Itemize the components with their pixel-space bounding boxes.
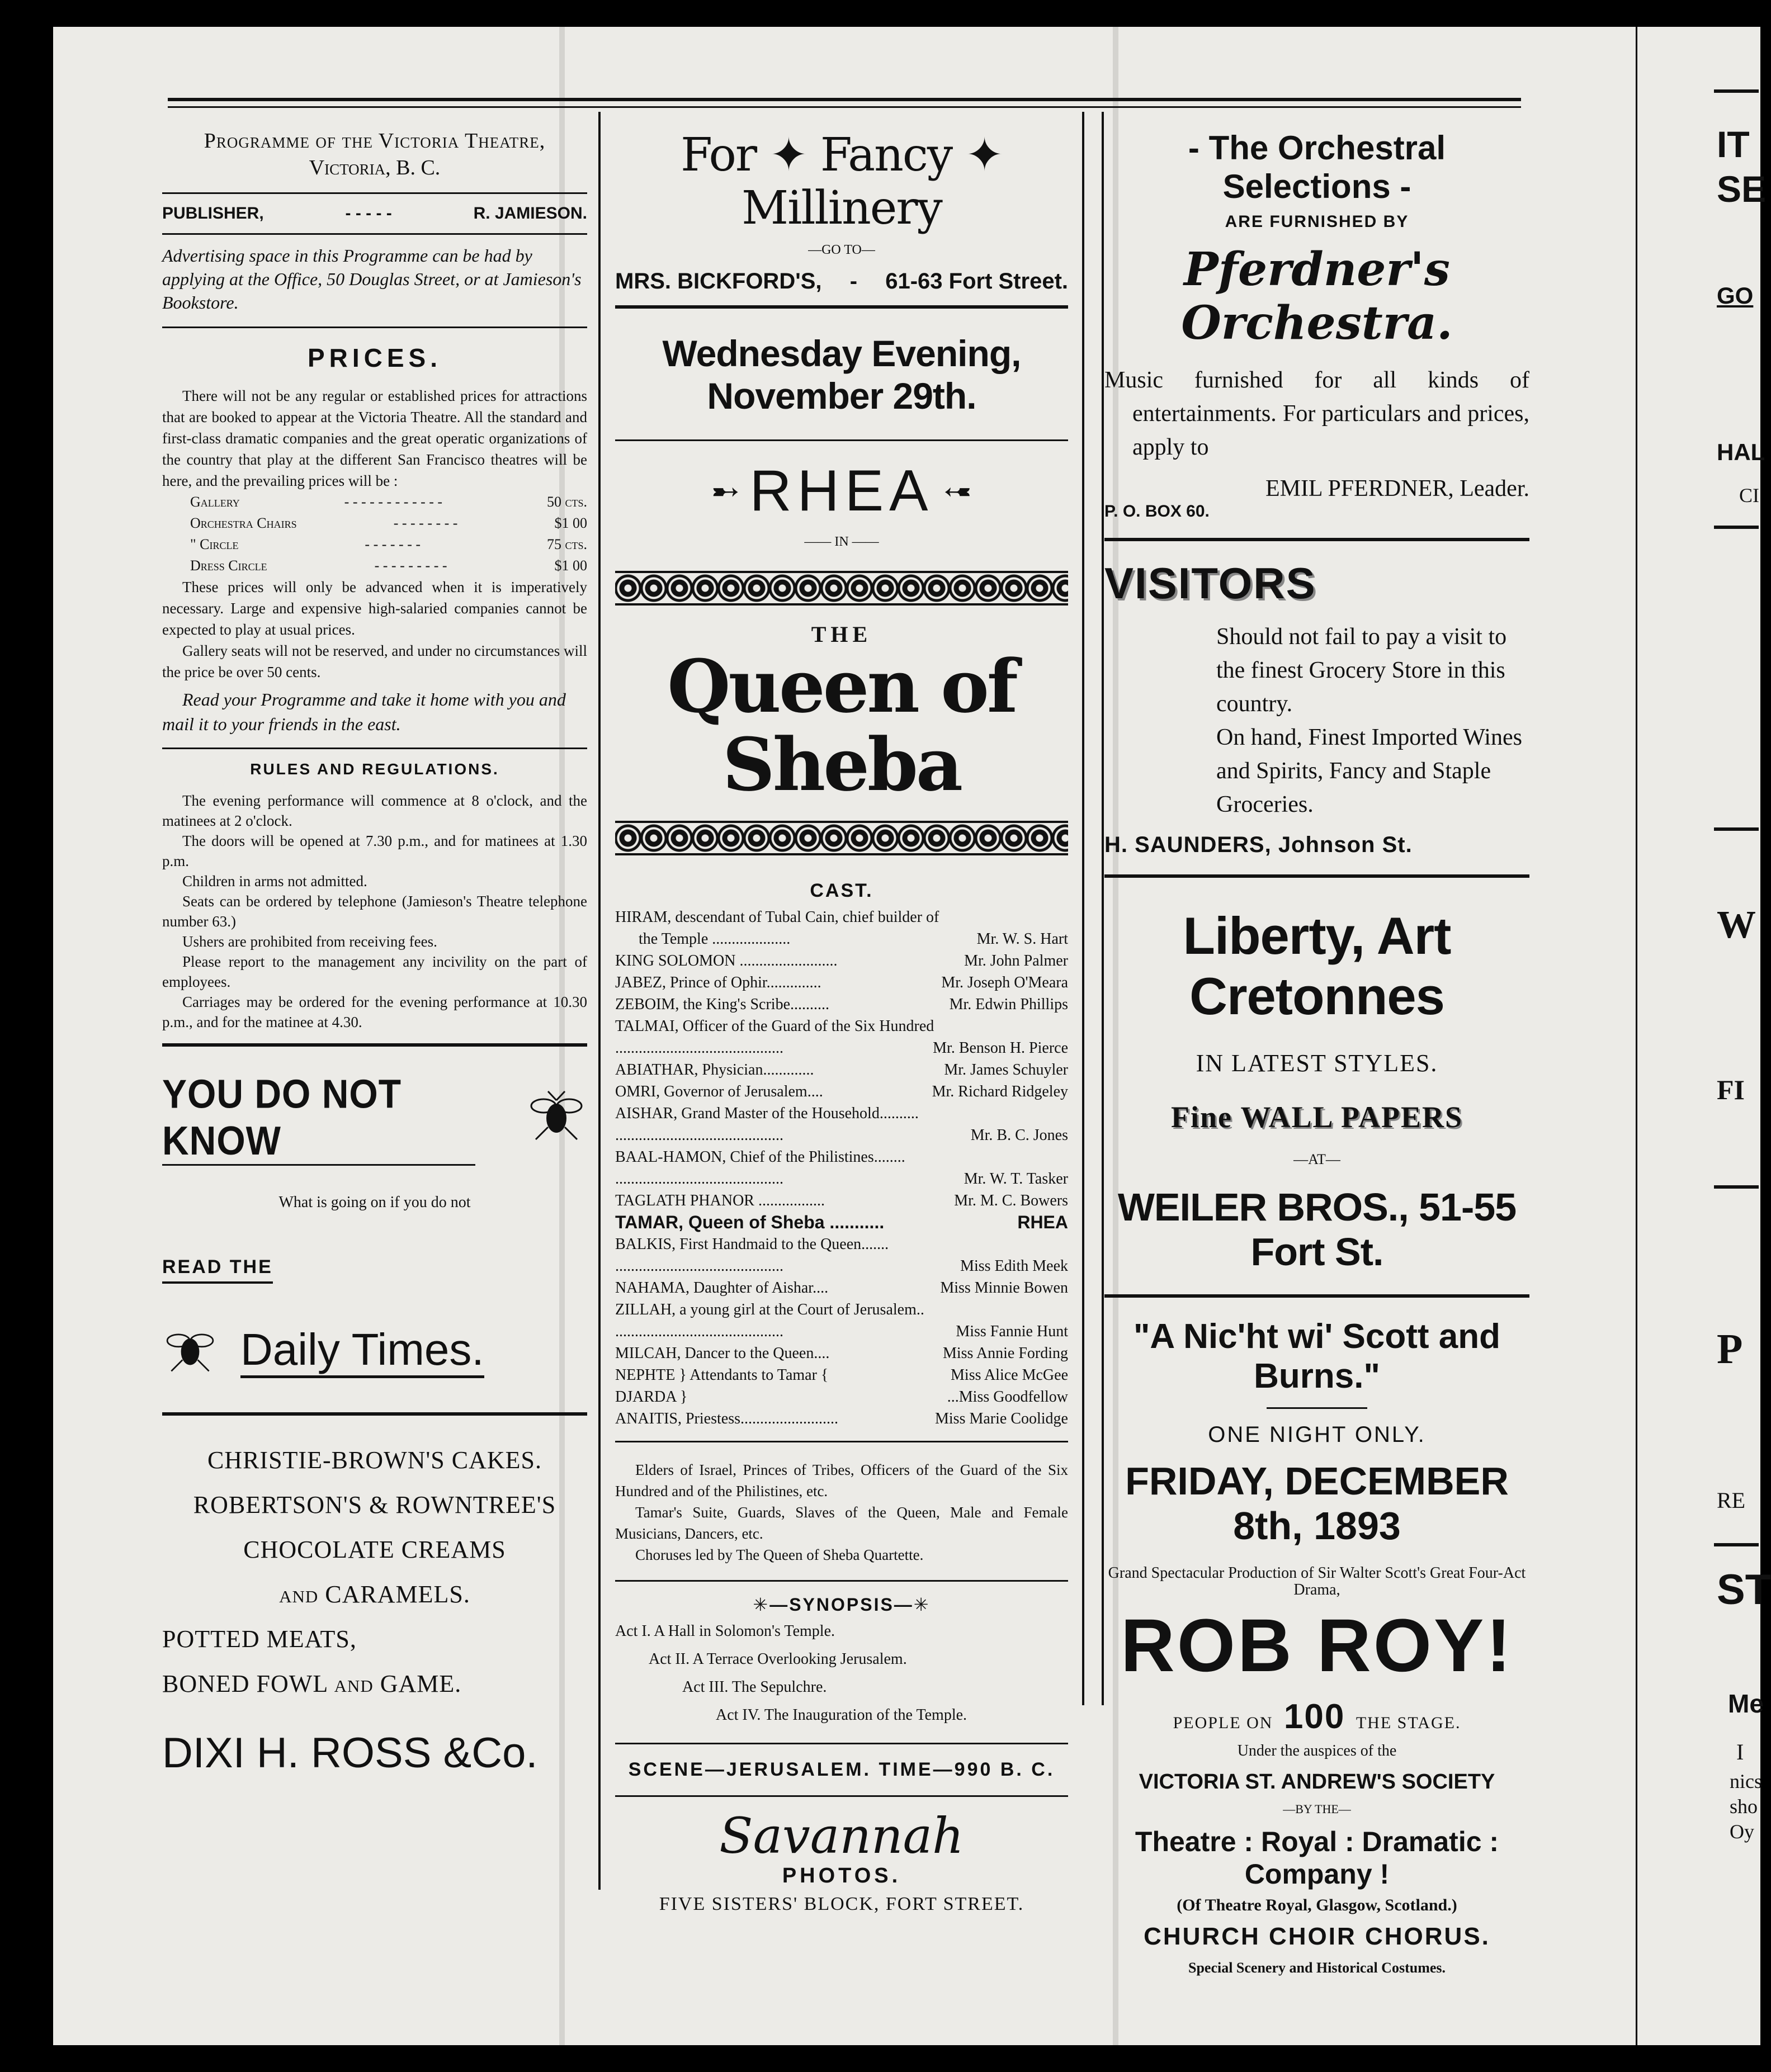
bickford-dash: - xyxy=(849,269,858,294)
on-hand: On hand, Finest Imported Wines and Spirits, Fancy and Staple Groceries. xyxy=(1216,725,1522,817)
rule xyxy=(615,305,1068,309)
rule xyxy=(615,439,1068,441)
dixi-ross: DIXI H. ROSS &Co. xyxy=(162,1729,538,1777)
rule xyxy=(615,1441,1068,1442)
rule xyxy=(162,233,587,235)
by-the: —BY THE— xyxy=(1283,1802,1351,1816)
cast-row: AISHAR, Grand Master of the Household.......... xyxy=(615,1105,919,1122)
read-programme: Read your Programme and take it home with you and mail it to your friends in the east. xyxy=(162,689,566,734)
liberty-headline: Liberty, Art Cretonnes xyxy=(1183,906,1451,1025)
prices-note: These prices will only be advanced when it is imperatively necessary. Large and expensive high-salaried companies cannot be expected to play at usual prices. xyxy=(162,579,587,638)
caramels: and CARAMELS. xyxy=(279,1581,470,1608)
fragment: FI xyxy=(1717,1074,1745,1105)
price-row: " Circle - - - - - - - 75 cts. xyxy=(190,536,587,552)
column-4-partial xyxy=(1714,0,1771,2072)
bickford-address: 61-63 Fort Street. xyxy=(885,269,1068,294)
cast-row: BALKIS, First Handmaid to the Queen....... xyxy=(615,1236,889,1253)
publisher-dashes: - - - - - xyxy=(345,204,392,223)
cast-row: KING SOLOMON ......................... Mr. John Palmer xyxy=(615,952,1068,969)
go-to: —GO TO— xyxy=(808,243,875,257)
read-the: READ THE xyxy=(162,1256,273,1284)
wednesday-date: Wednesday Evening, November 29th. xyxy=(662,333,1021,417)
prices-intro: There will not be any regular or established prices for attractions that are booked to appear at the Victoria Theatre. All the standard and first-class dramatic companies and the great operatic organizations of the country that play at the different San Francisco theatres will be here, and the prevailing prices will be : xyxy=(162,387,587,489)
cast-row: ........................................... Mr. W. T. Tasker xyxy=(615,1170,1068,1188)
robertson: ROBERTSON'S & ROWNTREE'S xyxy=(193,1491,556,1518)
cast-row: TAGLATH PHANOR ................. Mr. M. C. Bowers xyxy=(615,1192,1068,1209)
programme-city: Victoria, B. C. xyxy=(309,156,441,179)
boned: BONED FOWL and GAME. xyxy=(162,1670,462,1697)
you-do-not-know-line xyxy=(162,1071,587,1163)
orchestral-headline: - The Orchestral Selections - xyxy=(1188,129,1446,205)
cast-row: OMRI, Governor of Jerusalem.... Mr. Richard Ridgeley xyxy=(615,1083,1068,1100)
wall-papers: Fine WALL PAPERS xyxy=(1170,1100,1463,1134)
rule-item: The evening performance will commence at 8 o'clock, and the matinees at 2 o'clock. xyxy=(162,792,587,829)
column-3 xyxy=(1104,129,1529,1976)
hundred: 100 xyxy=(1283,1697,1345,1736)
the-label: THE xyxy=(811,622,872,647)
rule xyxy=(1104,1294,1529,1298)
rosette-border xyxy=(615,571,1068,605)
latest-styles: IN LATEST STYLES. xyxy=(1196,1049,1438,1077)
rule xyxy=(162,192,587,194)
in-label: —— IN —— xyxy=(804,534,879,549)
rules-title: RULES AND REGULATIONS. xyxy=(250,760,499,778)
fragment: sho xyxy=(1730,1795,1758,1818)
fragment: GO xyxy=(1717,282,1754,309)
cast-row: the Temple .................... Mr. W. S. Hart xyxy=(615,930,1068,948)
rule xyxy=(1104,874,1529,878)
rule-item: Carriages may be ordered for the evening performance at 10.30 p.m., and for the matinee at 4.30. xyxy=(162,994,587,1030)
bickford-name: MRS. BICKFORD'S, xyxy=(615,269,822,294)
rule xyxy=(615,1795,1068,1797)
rule-item: Please report to the management any incivility on the part of employees. xyxy=(162,953,587,990)
daily-times: Daily Times. xyxy=(240,1324,484,1378)
rule-short xyxy=(1267,1407,1367,1409)
choruses: Choruses led by The Queen of Sheba Quartette. xyxy=(635,1546,924,1563)
rhea-title: RHEA xyxy=(749,458,934,523)
rule xyxy=(615,1743,1068,1744)
grand-production: Grand Spectacular Production of Sir Walter Scott's Great Four-Act Drama, xyxy=(1108,1564,1526,1598)
christie: CHRISTIE-BROWN'S CAKES. xyxy=(207,1446,542,1474)
rosette-border xyxy=(615,821,1068,855)
bee-icon xyxy=(162,1323,218,1379)
rule-item: Ushers are prohibited from receiving fees. xyxy=(182,933,437,950)
cast-row: ........................................... Miss Fannie Hunt xyxy=(615,1323,1068,1340)
act-item: Act I. A Hall in Solomon's Temple. xyxy=(615,1622,835,1640)
column-divider xyxy=(598,112,601,1890)
cast-row: ........................................... Mr. B. C. Jones xyxy=(615,1127,1068,1144)
people-on: PEOPLE ON xyxy=(1173,1714,1273,1732)
bickford-line xyxy=(615,269,1068,294)
millinery-headline: For ✦ Fancy ✦ Millinery xyxy=(681,129,1003,235)
rule-item: Children in arms not admitted. xyxy=(182,873,367,890)
rhea-title-line xyxy=(615,458,1068,524)
emil-pferdner: EMIL PFERDNER, Leader. xyxy=(1265,476,1529,502)
what-is-going-on: What is going on if you do not xyxy=(278,1194,471,1211)
scene-time: SCENE—JERUSALEM. TIME—990 B. C. xyxy=(628,1759,1055,1780)
cast-row: NEPHTE } Attendants to Tamar { Miss Alice McGee xyxy=(615,1366,1068,1384)
fragment: P xyxy=(1717,1326,1743,1373)
cast-list xyxy=(615,906,1068,1430)
advertising-notice: Advertising space in this Programme can be had by applying at the Office, 50 Douglas Street, or at Jamieson's Bookstore. xyxy=(162,245,582,313)
church-choir: CHURCH CHOIR CHORUS. xyxy=(1144,1923,1490,1950)
chocolate: CHOCOLATE CREAMS xyxy=(243,1536,506,1563)
programme-title: Programme of the Victoria Theatre, xyxy=(204,129,546,153)
top-rule-thin xyxy=(168,106,1521,108)
st-andrews: VICTORIA ST. ANDREW'S SOCIETY xyxy=(1139,1770,1495,1794)
act-item: Act III. The Sepulchre. xyxy=(682,1678,827,1696)
cast-row: BAAL-HAMON, Chief of the Philistines........ xyxy=(615,1148,905,1166)
the-stage: THE STAGE. xyxy=(1356,1714,1461,1732)
cast-row: ........................................... Mr. Benson H. Pierce xyxy=(615,1039,1068,1057)
acts-list xyxy=(615,1617,1068,1729)
fragment: HAL xyxy=(1717,439,1765,465)
rules-list xyxy=(162,791,587,1032)
prices-note: Gallery seats will not be reserved, and under no circumstances will the price be over 50 cents. xyxy=(162,642,587,680)
at-label: —AT— xyxy=(1293,1151,1340,1167)
daily-times-line xyxy=(162,1323,587,1379)
auspices: Under the auspices of the xyxy=(1237,1742,1397,1759)
weiler-bros: WEILER BROS., 51-55 Fort St. xyxy=(1117,1185,1517,1274)
rule-item: The doors will be opened at 7.30 p.m., and for matinees at 1.30 p.m. xyxy=(162,832,587,869)
theatre-royal: Theatre : Royal : Dramatic : Company ! xyxy=(1135,1826,1499,1890)
nicht-headline: "A Nic'ht wi' Scott and Burns." xyxy=(1134,1317,1500,1395)
ross-advert xyxy=(162,1438,587,1706)
saunders: H. SAUNDERS, Johnson St. xyxy=(1104,832,1413,857)
cast-row: MILCAH, Dancer to the Queen.... Miss Annie Fording xyxy=(615,1345,1068,1362)
rule xyxy=(1104,538,1529,541)
cast-row: NAHAMA, Daughter of Aishar.... Miss Minnie Bowen xyxy=(615,1279,1068,1297)
rule-item: Seats can be ordered by telephone (Jamieson's Theatre telephone number 63.) xyxy=(162,893,587,930)
po-box: P. O. BOX 60. xyxy=(1104,502,1210,521)
cast-row: HIRAM, descendant of Tubal Cain, chief builder of xyxy=(615,909,939,926)
cast-row: DJARDA } ...Miss Goodfellow xyxy=(615,1388,1068,1406)
grocery-notice xyxy=(1216,620,1529,821)
suite: Tamar's Suite, Guards, Slaves of the Queen, Male and Female Musicians, Dancers, etc. xyxy=(615,1504,1068,1542)
fragment: ST xyxy=(1717,1566,1771,1614)
queen-of-sheba: Queen of Sheba xyxy=(667,644,1016,807)
cast-row-star: TAMAR, Queen of Sheba ........... RHEA xyxy=(615,1212,1068,1232)
price-list xyxy=(190,491,587,576)
column-2 xyxy=(615,129,1068,1915)
special-scenery: Special Scenery and Historical Costumes. xyxy=(1188,1960,1446,1976)
pferdner-orchestra: Pferdner's Orchestra. xyxy=(1181,243,1453,350)
people-line xyxy=(1104,1697,1529,1737)
rule xyxy=(1714,1543,1759,1546)
rule xyxy=(162,1164,475,1166)
cast-row: ABIATHAR, Physician............. Mr. James Schuyler xyxy=(615,1061,1068,1078)
fragment: nics xyxy=(1730,1770,1762,1792)
glasgow: (Of Theatre Royal, Glasgow, Scotland.) xyxy=(1177,1896,1457,1914)
arrow-right-icon: ➸ xyxy=(711,472,740,510)
you-do-not-know: YOU DO NOT KNOW xyxy=(162,1071,402,1163)
rule xyxy=(1714,1185,1759,1189)
photos: PHOTOS. xyxy=(782,1864,901,1887)
cast-row: JABEZ, Prince of Ophir.............. Mr. Joseph O'Meara xyxy=(615,974,1068,991)
bee-icon xyxy=(526,1089,587,1145)
column-divider xyxy=(1102,112,1104,1705)
furnished-by: ARE FURNISHED BY xyxy=(1225,212,1409,231)
five-sisters: FIVE SISTERS' BLOCK, FORT STREET. xyxy=(659,1894,1024,1914)
rule xyxy=(162,327,587,328)
cast-title: CAST. xyxy=(810,880,873,901)
column-divider xyxy=(1082,112,1084,1705)
fragment: IT xyxy=(1717,124,1750,165)
rule xyxy=(1714,89,1759,93)
publisher-name: R. JAMIESON. xyxy=(473,204,587,223)
act-item: Act II. A Terrace Overlooking Jerusalem. xyxy=(649,1650,907,1668)
savannah-signature: Savannah xyxy=(719,1807,964,1865)
cast-row: ........................................... Miss Edith Meek xyxy=(615,1257,1068,1275)
price-row: Dress Circle - - - - - - - - - $1 00 xyxy=(190,557,587,574)
rule xyxy=(162,1412,587,1416)
rule xyxy=(162,748,587,749)
arrow-left-icon: ➸ xyxy=(943,472,972,510)
top-rule xyxy=(168,98,1521,101)
rob-roy: ROB ROY! xyxy=(1121,1604,1513,1687)
fragment: CI xyxy=(1739,484,1759,507)
act-item: Act IV. The Inauguration of the Temple. xyxy=(716,1706,967,1724)
fragment: W xyxy=(1717,903,1756,947)
publisher-line xyxy=(162,204,587,223)
friday-date: FRIDAY, DECEMBER 8th, 1893 xyxy=(1125,1459,1509,1548)
one-night-only: ONE NIGHT ONLY. xyxy=(1208,1422,1426,1447)
fragment: RE xyxy=(1717,1488,1746,1513)
fragment: I xyxy=(1736,1739,1744,1764)
rule xyxy=(615,1580,1068,1582)
cast-row: TALMAI, Officer of the Guard of the Six Hundred xyxy=(615,1018,934,1035)
column-1 xyxy=(162,129,587,1777)
visitors-headline: VISITORS xyxy=(1104,559,1316,608)
fragment: SE xyxy=(1717,168,1767,210)
cast-row: ANAITIS, Priestess......................... Miss Marie Coolidge xyxy=(615,1410,1068,1427)
synopsis-title: ✳—SYNOPSIS—✳ xyxy=(753,1595,931,1615)
price-row: Orchestra Chairs - - - - - - - - $1 00 xyxy=(190,515,587,531)
potted: POTTED MEATS, xyxy=(162,1625,357,1653)
price-row: Gallery - - - - - - - - - - - - 50 cts. xyxy=(190,494,587,510)
rule xyxy=(1714,827,1759,831)
cast-row: ZEBOIM, the King's Scribe.......... Mr. Edwin Phillips xyxy=(615,996,1068,1013)
publisher-label: PUBLISHER, xyxy=(162,204,264,223)
should-not-fail: Should not fail to pay a visit to the finest Grocery Store in this country. xyxy=(1216,624,1507,717)
rule xyxy=(1714,526,1759,529)
fragment: Oy xyxy=(1730,1820,1754,1843)
prices-title: PRICES. xyxy=(307,343,442,372)
rule xyxy=(162,1043,587,1047)
elders: Elders of Israel, Princes of Tribes, Officers of the Guard of the Six Hundred and of the Philistines, etc. xyxy=(615,1461,1068,1499)
fragment: Me xyxy=(1728,1689,1764,1718)
music-notice: Music furnished for all kinds of entertainments. For particulars and prices, apply to xyxy=(1104,367,1529,460)
cast-row: ZILLAH, a young girl at the Court of Jerusalem.. xyxy=(615,1301,924,1318)
